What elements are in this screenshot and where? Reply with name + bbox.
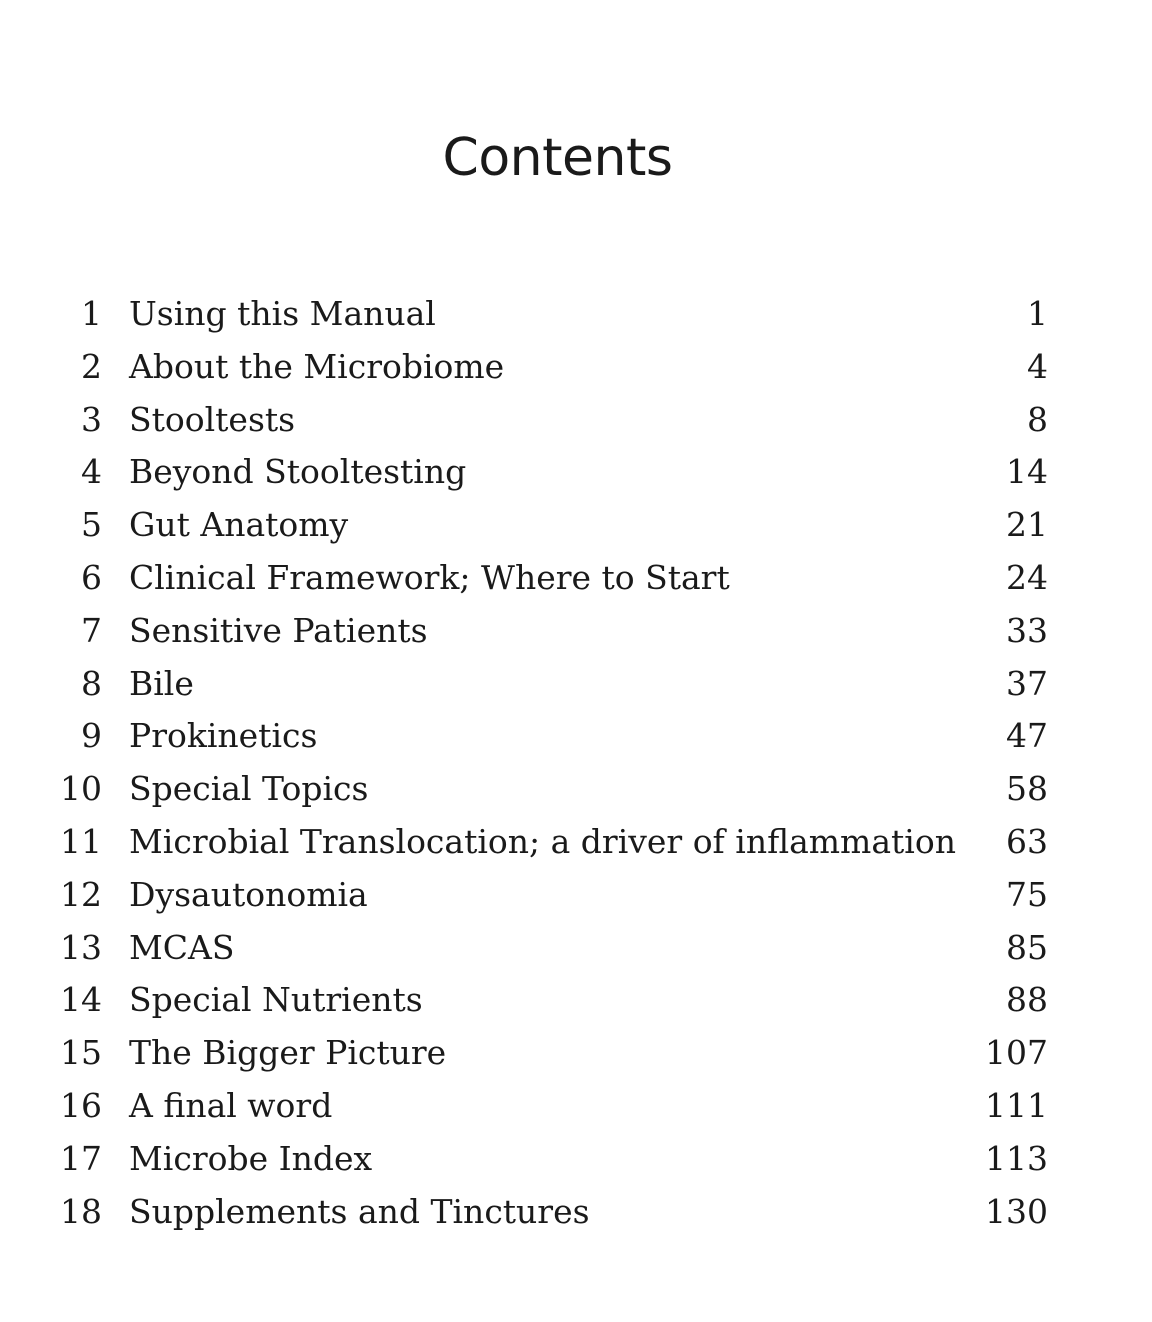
page-number: 47 xyxy=(1006,716,1048,756)
chapter-title: Beyond Stooltesting xyxy=(129,452,467,492)
chapter-number: 5 xyxy=(81,505,102,545)
toc-entry[interactable] xyxy=(0,710,1152,763)
chapter-title: Using this Manual xyxy=(129,294,436,333)
page-number: 130 xyxy=(985,1191,1048,1231)
chapter-title: About the Microbiome xyxy=(129,346,505,386)
chapter-title: Bile xyxy=(129,663,194,703)
chapter-number: 16 xyxy=(60,1085,102,1125)
toc-entry[interactable] xyxy=(0,763,1152,816)
page-number: 4 xyxy=(1027,346,1048,386)
chapter-number: 17 xyxy=(60,1138,102,1178)
chapter-title: Supplements and Tinctures xyxy=(129,1191,590,1231)
chapter-title: Stooltests xyxy=(129,399,296,439)
toc-entry[interactable] xyxy=(0,499,1152,552)
page-number: 37 xyxy=(1006,663,1048,703)
chapter-number: 7 xyxy=(81,610,102,650)
chapter-title: Prokinetics xyxy=(129,716,318,756)
toc-entry[interactable] xyxy=(0,922,1152,975)
chapter-number: 2 xyxy=(81,346,102,386)
page-number: 113 xyxy=(985,1138,1048,1178)
chapter-number: 6 xyxy=(81,557,102,597)
chapter-title: Clinical Framework; Where to Start xyxy=(129,557,730,597)
table-of-contents xyxy=(0,288,1152,1238)
toc-entry[interactable] xyxy=(0,816,1152,869)
page-number: 88 xyxy=(1006,980,1048,1020)
toc-entry[interactable] xyxy=(0,288,1152,341)
page-number: 8 xyxy=(1027,399,1048,439)
chapter-number: 12 xyxy=(60,874,102,914)
chapter-number: 1 xyxy=(81,294,102,333)
page-number: 58 xyxy=(1006,769,1048,809)
chapter-number: 8 xyxy=(81,663,102,703)
toc-entry[interactable] xyxy=(0,974,1152,1027)
chapter-number: 9 xyxy=(81,716,102,756)
chapter-number: 15 xyxy=(60,1033,102,1073)
chapter-number: 18 xyxy=(60,1191,102,1231)
toc-entry[interactable] xyxy=(0,605,1152,658)
page-number: 75 xyxy=(1006,874,1048,914)
toc-entry[interactable] xyxy=(0,658,1152,711)
page-number: 107 xyxy=(985,1033,1048,1073)
chapter-title: Gut Anatomy xyxy=(129,505,349,545)
chapter-title: A final word xyxy=(129,1085,333,1125)
chapter-title: Sensitive Patients xyxy=(129,610,428,650)
toc-entry[interactable] xyxy=(0,446,1152,499)
chapter-number: 3 xyxy=(81,399,102,439)
toc-entry[interactable] xyxy=(0,341,1152,394)
toc-entry[interactable] xyxy=(0,1133,1152,1186)
chapter-title: Microbial Translocation; a driver of inflammation xyxy=(129,821,956,861)
chapter-title: Special Nutrients xyxy=(129,980,423,1020)
toc-entry[interactable] xyxy=(0,394,1152,447)
page-number: 33 xyxy=(1006,610,1048,650)
page-title: Contents xyxy=(442,128,673,188)
page-number: 14 xyxy=(1006,452,1048,492)
page-number: 24 xyxy=(1006,557,1048,597)
toc-entry[interactable] xyxy=(0,869,1152,922)
chapter-number: 4 xyxy=(81,452,102,492)
chapter-title: Dysautonomia xyxy=(129,874,368,914)
page-number: 63 xyxy=(1006,821,1048,861)
chapter-number: 10 xyxy=(60,769,102,809)
chapter-number: 11 xyxy=(60,821,102,861)
toc-entry[interactable] xyxy=(0,1027,1152,1080)
chapter-number: 13 xyxy=(60,927,102,967)
toc-entry[interactable] xyxy=(0,552,1152,605)
chapter-title: The Bigger Picture xyxy=(129,1033,447,1073)
page-number: 111 xyxy=(985,1085,1048,1125)
chapter-title: Special Topics xyxy=(129,769,369,809)
chapter-number: 14 xyxy=(60,980,102,1020)
chapter-title: MCAS xyxy=(129,927,235,967)
chapter-title: Microbe Index xyxy=(129,1138,373,1178)
toc-entry[interactable] xyxy=(0,1186,1152,1239)
page-number: 85 xyxy=(1006,927,1048,967)
page-number: 21 xyxy=(1006,505,1048,545)
page-number: 1 xyxy=(1027,294,1048,333)
toc-entry[interactable] xyxy=(0,1080,1152,1133)
